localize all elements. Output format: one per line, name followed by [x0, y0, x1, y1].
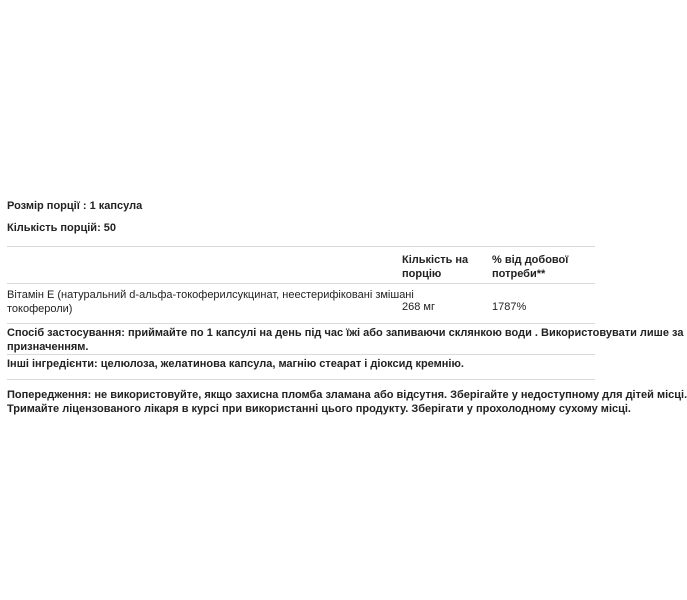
serving-size: Розмір порції : 1 капсула [7, 200, 143, 212]
other-ingredients: Інші інгредієнти: целюлоза, желатинова капсула, магнію стеарат і діоксид кремнію. [7, 354, 595, 379]
usage-instructions: Спосіб застосування: приймайте по 1 капсулі на день під час їжі або запиваючи склянкою води . Використовувати лише за призначенням. [7, 323, 595, 354]
table-row [7, 283, 595, 323]
header-amount-per-serving: Кількість на порцію [402, 254, 469, 280]
servings-per-container: Кількість порцій: 50 [7, 222, 117, 234]
facts-table [7, 246, 595, 323]
header-empty-cell [7, 253, 402, 283]
nutrient-amount: 268 мг [402, 300, 435, 313]
header-daily-value: % від добової потреби** [492, 254, 569, 280]
warnings: Попередження: не використовуйте, якщо захисна пломба зламана або відсутня. Зберігайте у недоступному для дітей місці. Тримайте ліцензованого лікаря в курсі при використанні цього продукту. Зберігати у прохолодному сухому місці. [7, 379, 595, 416]
facts-table-header [7, 247, 595, 283]
nutrient-daily-value: 1787% [492, 300, 527, 313]
supplement-facts-panel [7, 199, 687, 416]
nutrient-name: Вітамін Е (натуральний d-альфа-токоферилсукцинат, неестерифіковані змішані токофероли) [7, 289, 414, 315]
